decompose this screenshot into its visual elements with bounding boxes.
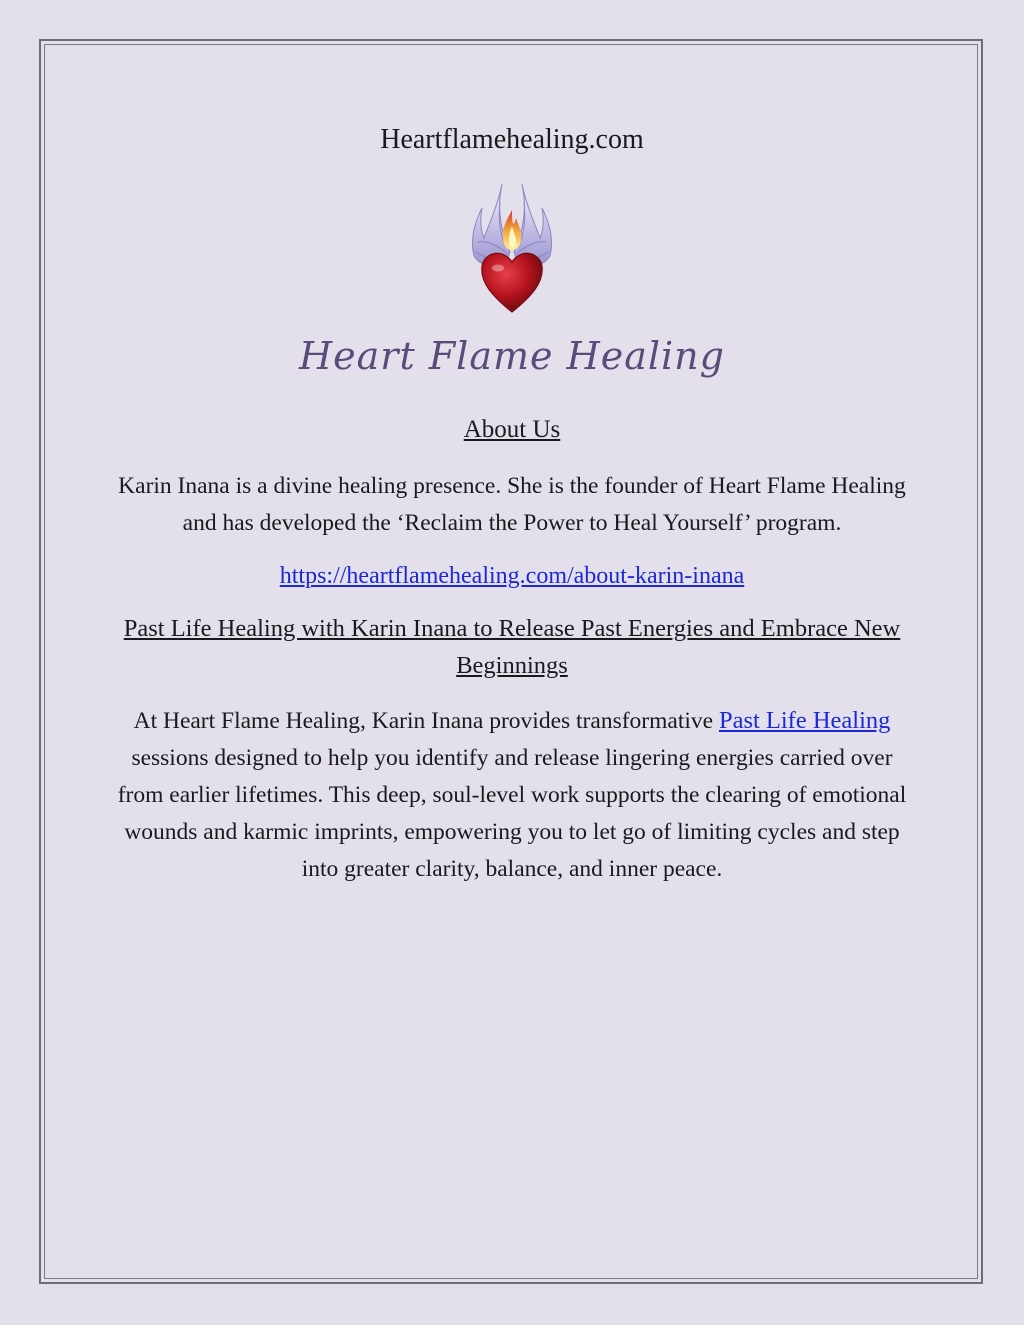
logo-wordmark <box>110 334 914 390</box>
winged-flaming-heart-icon <box>462 182 562 318</box>
section-heading: Past Life Healing with Karin Inana to Release Past Energies and Embrace New Beginnings <box>123 615 901 679</box>
past-life-healing-link[interactable]: Past Life Healing <box>718 707 891 734</box>
about-karin-link[interactable]: https://heartflamehealing.com/about-karin-inana <box>279 563 745 589</box>
about-paragraph: Karin Inana is a divine healing presence. She is the founder of Heart Flame Healing and has developed the ‘Reclaim the Power to Heal Yourself’ program. <box>118 473 906 536</box>
section-paragraph-rest: sessions designed to help you identify and release lingering energies carried over from earlier lifetimes. This deep, soul-level work supports the clearing of emotional wounds and karmic imprints, empowering you to let go of limiting cycles and step into greater clarity, balance, and inner peace. <box>117 745 907 882</box>
logo-wordmark-text: Heart Flame Healing <box>299 334 725 378</box>
section-paragraph <box>110 702 914 888</box>
site-title: Heartflamehealing.com <box>380 124 644 155</box>
logo <box>110 182 914 318</box>
page-content <box>110 118 914 888</box>
about-heading: About Us <box>463 416 561 443</box>
section-paragraph-intro: At Heart Flame Healing, Karin Inana provides transformative <box>133 708 719 734</box>
